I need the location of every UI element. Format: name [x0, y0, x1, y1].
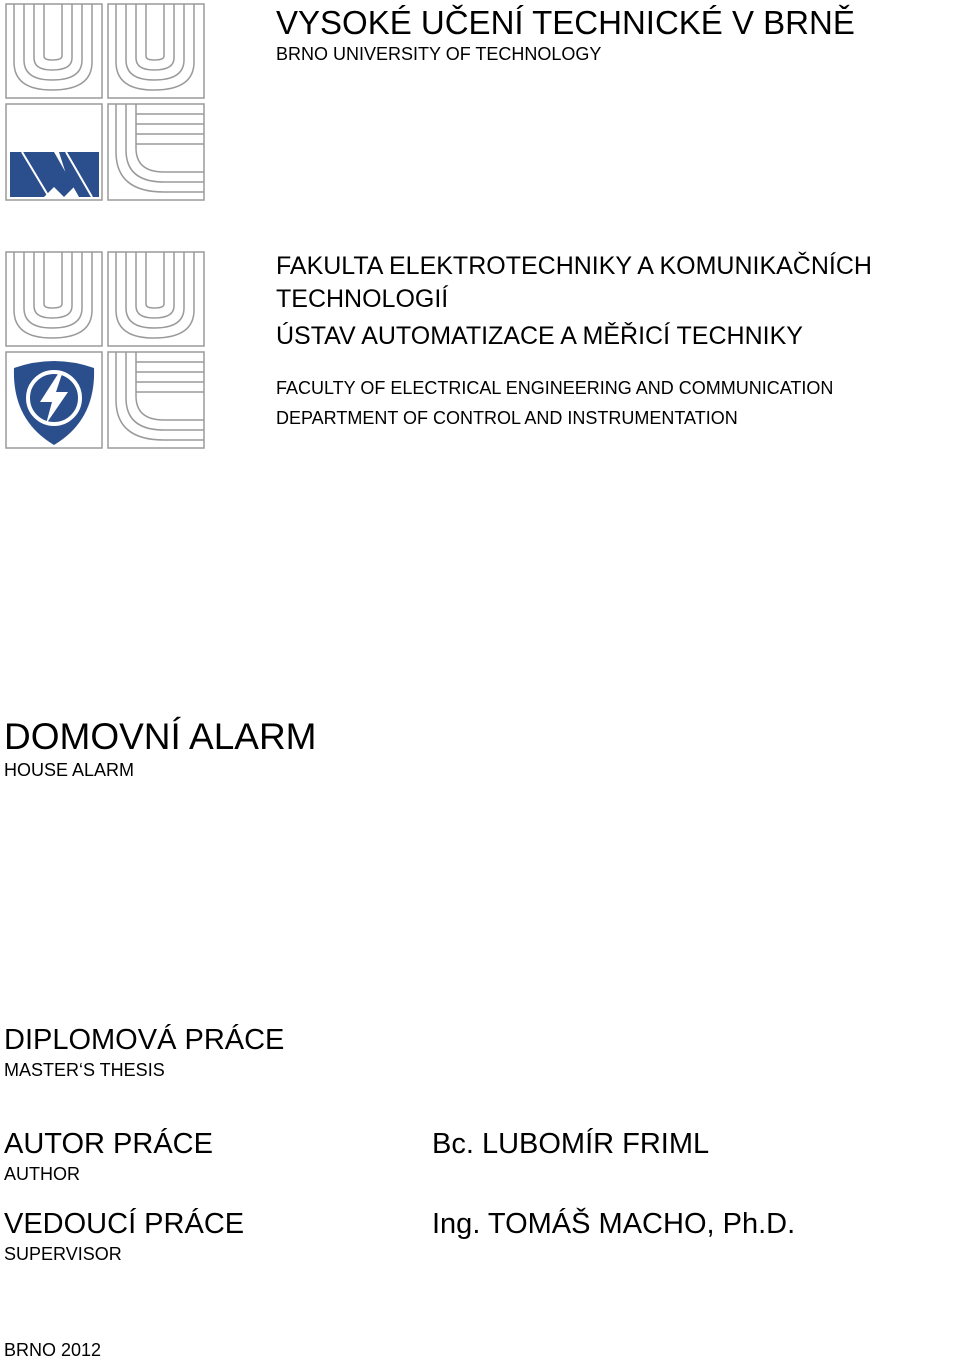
university-name-en: BRNO UNIVERSITY OF TECHNOLOGY: [276, 44, 602, 64]
faculty-name-cz-line2: TECHNOLOGIÍ: [276, 285, 449, 313]
author-label-cz: AUTOR PRÁCE: [4, 1128, 213, 1160]
supervisor-label-cz: VEDOUCÍ PRÁCE: [4, 1208, 245, 1240]
thesis-type-cz: DIPLOMOVÁ PRÁCE: [4, 1024, 285, 1056]
faculty-logo: [4, 250, 206, 450]
department-name-cz: ÚSTAV AUTOMATIZACE A MĚŘICÍ TECHNIKY: [276, 322, 803, 350]
place-and-year: BRNO 2012: [4, 1340, 102, 1360]
faculty-name-en: FACULTY OF ELECTRICAL ENGINEERING AND COMMUNICATION: [276, 378, 834, 398]
supervisor-label-en: SUPERVISOR: [4, 1244, 122, 1264]
thesis-type-en: MASTER‘S THESIS: [4, 1060, 165, 1080]
supervisor-name: Ing. TOMÁŠ MACHO, Ph.D.: [432, 1208, 796, 1240]
thesis-title-cz: DOMOVNÍ ALARM: [4, 716, 317, 757]
department-name-en: DEPARTMENT OF CONTROL AND INSTRUMENTATION: [276, 408, 738, 428]
author-name: Bc. LUBOMÍR FRIML: [432, 1128, 710, 1160]
faculty-name-cz-line1: FAKULTA ELEKTROTECHNIKY A KOMUNIKAČNÍCH: [276, 252, 872, 280]
university-name-cz: VYSOKÉ UČENÍ TECHNICKÉ V BRNĚ: [276, 4, 855, 41]
author-label-en: AUTHOR: [4, 1164, 80, 1184]
thesis-title-en: HOUSE ALARM: [4, 760, 135, 780]
university-logo: [4, 2, 206, 202]
